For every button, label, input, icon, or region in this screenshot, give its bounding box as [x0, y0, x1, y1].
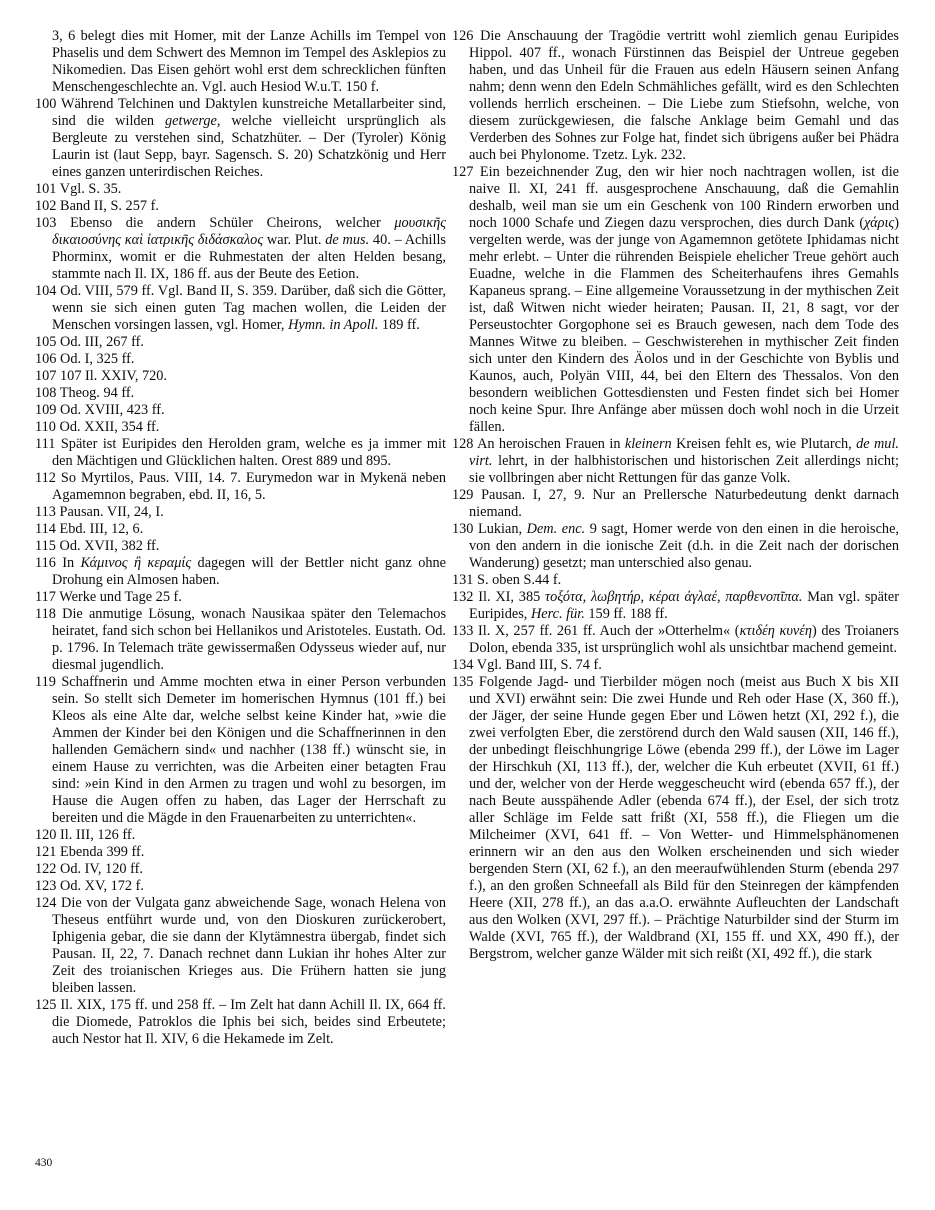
footnote-text: 3, 6 belegt dies mit Homer, mit der Lanze Achills im Tempel von Phaselis und dem Schwert des Memnon im Tempel des Asklepios zu Nikomedien. Das Eisen gehört wohl erst dem schrecklichen fünften Menschengeschlechte an. Vgl. auch Hesiod W.u.T. 150 f. [52, 28, 446, 95]
footnote-text: Man vgl. später Euripides, [469, 589, 899, 622]
footnote-112 [35, 470, 446, 504]
footnote-text: κτιδέη κυνέη [739, 623, 812, 639]
footnote-text: Il. XI, 385 [478, 589, 546, 605]
footnote-111 [35, 436, 446, 470]
footnote-text: Il. III, 126 ff. [60, 827, 136, 843]
footnote-text: Lukian, [478, 521, 527, 537]
footnote-text: dagegen will der Bettler nicht ganz ohne Drohung ein Almosen haben. [52, 555, 446, 588]
footnote-number: 129 [452, 487, 474, 503]
footnote-text: Ebenso die andern Schüler Cheirons, welcher [70, 215, 395, 231]
footnote-number: 119 [35, 674, 56, 690]
footnote-114 [35, 521, 446, 538]
footnote-number: 127 [452, 164, 474, 180]
footnote-text: Kreisen fehlt es, wie Plutarch, [671, 436, 857, 452]
footnote-text: Il. X, 257 ff. 261 ff. Auch der »Otterhelm« ( [478, 623, 740, 639]
footnote-117 [35, 589, 446, 606]
footnote-number: 121 [35, 844, 57, 860]
footnote-text: 189 ff. [378, 317, 420, 333]
footnote-text: Od. IV, 120 ff. [60, 861, 143, 877]
footnote-number: 125 [35, 997, 57, 1013]
footnote-number: 132 [452, 589, 474, 605]
footnote-116 [35, 555, 446, 589]
footnote-text: de mus. [325, 232, 370, 248]
footnote-124 [35, 895, 446, 997]
footnote-number: 102 [35, 198, 57, 214]
footnote-number: 111 [35, 436, 56, 452]
footnote-text: Während Telchinen und Daktylen kunstreiche Metallarbeiter sind, sind die wilden [52, 96, 446, 129]
footnote-120 [35, 827, 446, 844]
footnote-continuation [35, 28, 446, 96]
footnote-text: Die anmutige Lösung, wonach Nausikaa später den Telemachos heiratet, fand sich schon bei Hellanikos und Aristoteles. Eustath. Od. p. 1796. In Telemach träte gewissermaßen Odysseus wieder auf, nur diesmal jugendlich. [52, 606, 447, 673]
footnote-text: Schaffnerin und Amme mochten etwa in einer Person verbunden sein. So stellt sich Demeter im homerischen Hymnus (101 ff.) bei Kleos als eine Alte dar, welche selbst keine Kinder hat, »wie die Ammen der Kinder bei den Königen und die Schaffnerinnen in den hallenden Gemächern sind« und nachher (138 ff.) wünscht sie, in einem Hause zu verrichten, was die Arbeiten einer betagten Frau sind: »ein Kind in den Armen zu tragen und wohl zu besorgen, im Hause die Augen offen zu haben, das Lager der Herrschaft zu bereiten und die Mägde in den Frauenarbeiten zu unterrichten«. [52, 674, 446, 826]
page-number: 430 [35, 1157, 53, 1169]
footnote-text: Od. XVIII, 423 ff. [60, 402, 165, 418]
footnote-130 [452, 521, 899, 572]
footnote-text: Od. VIII, 579 ff. Vgl. Band II, S. 359. Darüber, daß sich die Götter, wenn sie sich einen guten Tag machen wollen, die Leiden der Menschen vorsingen lassen, vgl. Homer, [52, 283, 446, 333]
footnote-number: 108 [35, 385, 57, 401]
footnote-127 [452, 164, 899, 436]
footnote-number: 101 [35, 181, 57, 197]
footnote-101 [35, 181, 446, 198]
footnote-number: 124 [35, 895, 57, 911]
footnote-text: Od. XV, 172 f. [60, 878, 144, 894]
footnote-text: Herc. für. [530, 606, 585, 622]
footnote-text: Od. I, 325 ff. [60, 351, 135, 367]
footnote-number: 115 [35, 538, 56, 554]
footnote-110 [35, 419, 446, 436]
footnote-119 [35, 674, 446, 827]
footnote-123 [35, 878, 446, 895]
footnote-132 [452, 589, 899, 623]
footnote-text: Od. XXII, 354 ff. [59, 419, 160, 435]
footnote-text: χάρις [864, 215, 895, 231]
footnote-text: 107 Il. XXIV, 720. [60, 368, 167, 384]
footnote-number: 109 [35, 402, 57, 418]
footnote-105 [35, 334, 446, 351]
footnote-text: kleinern [624, 436, 672, 452]
footnote-text: Vgl. S. 35. [59, 181, 122, 197]
footnote-number: 133 [452, 623, 474, 639]
footnote-text: Pausan. VII, 24, I. [59, 504, 164, 520]
footnote-number: 122 [35, 861, 57, 877]
footnote-number: 117 [35, 589, 56, 605]
footnote-text: Folgende Jagd- und Tierbilder mögen noch (meist aus Buch X bis XII und XVI) erwähnt sein: Die zwei Hunde und Reh oder Hase (X, 360 ff.), der Jäger, der seine Hunde gegen Eber und Löwen hetzt (XI, 292 f.), die zwei verfolgten Eber, die zerstörend durch den Wald sausen (XII, 146 ff.), der unbedingt fleischhungrige Löwe (ebenda 299 ff.), der Löwe im Lager der Hirschkuh (XI, 113 ff.), der, welcher die Kuh erbeutet (XVII, 61 ff.) und der, welcher von der Herde weggescheucht wird (ebenda 657 ff.), der nach Beute ausspähende Adler (ebenda 674 ff.), der Esel, der sich trotz aller Schläge im Felde satt frißt (XI, 558 ff.), die Fliegen um die Milcheimer (XVI, 641 ff. – Von Wetter- und Himmelsphänomenen erinnern wir an den aus den Wolken erscheinenden und sich wieder bergenden Stern (XI, 62 f.), an den meeraufwühlenden Sturm (ebenda 297 f.), an den großen Schneefall als Bild für den Steinregen der kämpfenden Heere (XII, 278 ff.), an das a.a.O. erwähnte Aufleuchten der Landschaft aus den Wolken (XVI, 297 ff.). – Prächtige Naturbilder sind der Sturm im Walde (XVI, 765 ff.), der Waldbrand (XI, 155 ff. und XX, 490 ff.), der Bergstrom, welcher ganze Wälder mit sich reißt (XI, 492 ff.), die stark [469, 674, 899, 962]
footnote-text: Band II, S. 257 f. [60, 198, 159, 214]
footnote-number: 112 [35, 470, 56, 486]
footnotes-column-right [452, 28, 899, 963]
footnote-text: Die Anschauung der Tragödie vertritt wohl ziemlich genau Euripides Hippol. 407 ff., wonach Fürstinnen das Beispiel der Untreue gegeben haben, und das Unheil für die Frauen aus edeln Häusern seinen Anfang nahm; denn wenn den Edeln Schmähliches gefällt, wird es den Schlechten vollends herrlich erscheinen. – Die Liebe zum Stiefsohn, welche, von diesem zurückgewiesen, die falsche Anklage beim Gemahl und das Verderben des Sohnes zur Folge hat, findet sich übrigens außer bei Phädra auch bei Phylonome. Tzetz. Lyk. 232. [469, 28, 899, 163]
footnote-125 [35, 997, 446, 1048]
footnote-text: Werke und Tage 25 f. [59, 589, 182, 605]
footnote-number: 113 [35, 504, 56, 520]
footnote-number: 100 [35, 96, 57, 112]
footnote-text: Κάμινος ἢ κεραμίς [80, 555, 192, 571]
footnote-text: Il. XIX, 175 ff. und 258 ff. – Im Zelt hat dann Achill Il. IX, 664 ff. die Diomede, Patroklos die Iphis bei sich, beides sind Erbeutete; auch Nestor hat Il. XIV, 6 die Hekamede im Zelt. [52, 997, 447, 1047]
footnote-128 [452, 436, 899, 487]
footnote-text: τοξότα, λωβητήρ, κέραι ἀγλαέ, παρθενοπῖπα. [545, 589, 803, 605]
footnote-129 [452, 487, 899, 521]
footnote-text: Die von der Vulgata ganz abweichende Sage, wonach Helena von Theseus entführt wurde und, von den Dioskuren zurückerobert, Iphigenia gebar, die sie dann der Klytämnestra übergab, findet sich Pausan. II, 22, 7. Danach rechnet dann Lukian ihr hohes Alter zur Zeit des troianischen Krieges aus. Die Frühern hatten sie jung bleiben lassen. [52, 895, 447, 996]
footnote-103 [35, 215, 446, 283]
footnote-number: 104 [35, 283, 57, 299]
footnote-number: 105 [35, 334, 57, 350]
footnote-text: ) des Troianers Dolon, ebenda 335, ist ursprünglich wohl als unsichtbar machend gemeint. [469, 623, 899, 656]
footnote-text: S. oben S.44 f. [477, 572, 562, 588]
footnote-100 [35, 96, 446, 181]
footnote-number: 134 [452, 657, 474, 673]
footnote-number: 131 [452, 572, 474, 588]
footnote-text: de mul. virt. [469, 436, 899, 469]
footnote-104 [35, 283, 446, 334]
footnote-text: getwerge, [165, 113, 221, 129]
footnote-text: An heroischen Frauen in [477, 436, 625, 452]
footnote-109 [35, 402, 446, 419]
footnote-text: Ein bezeichnender Zug, den wir hier noch nachtragen wollen, ist die naive Il. XI, 241 ff. ausgesprochene Anschauung, daß die Gemahlin deshalb, weil man sie um ein Geschenk von 100 Rindern erworben und noch 1000 Schafe und Ziegen dazu versprochen, dies durch Dank ( [469, 164, 900, 231]
footnote-text: Vgl. Band III, S. 74 f. [476, 657, 602, 673]
footnote-text: Später ist Euripides den Herolden gram, welche es ja immer mit den Mächtigen und Glücklichen halten. Orest 889 und 895. [52, 436, 446, 469]
footnote-text: Dem. enc. [526, 521, 586, 537]
footnote-118 [35, 606, 446, 674]
footnotes-column-left [35, 28, 446, 1048]
footnote-135 [452, 674, 899, 963]
footnote-number: 130 [452, 521, 474, 537]
footnote-text: welche vielleicht ursprünglich als Bergleute zu verstehen sind, Schatzhüter. – Der (Tyroler) König Laurin ist (laut Sepp, bayr. Sagensch. S. 20) Schatzkönig und Herr eines ganzen unterirdischen Reiches. [52, 113, 446, 180]
footnote-text: In [62, 555, 81, 571]
footnote-text: war. Plut. [263, 232, 326, 248]
footnote-text: Od. III, 267 ff. [60, 334, 144, 350]
footnote-102 [35, 198, 446, 215]
footnote-number: 123 [35, 878, 57, 894]
footnote-number: 126 [452, 28, 474, 44]
footnote-number: 135 [452, 674, 474, 690]
footnote-106 [35, 351, 446, 368]
footnote-text: μουσικῆς δικαιοσύνης καὶ ἰατρικῆς διδάσκαλος [52, 215, 447, 248]
footnote-number: 110 [35, 419, 56, 435]
footnote-text: Hymn. in Apoll. [288, 317, 379, 333]
footnote-text: Theog. 94 ff. [59, 385, 135, 401]
footnote-text: Ebenda 399 ff. [60, 844, 145, 860]
footnote-number: 120 [35, 827, 57, 843]
footnote-number: 118 [35, 606, 56, 622]
footnote-115 [35, 538, 446, 555]
footnote-134 [452, 657, 899, 674]
footnote-122 [35, 861, 446, 878]
footnote-text: So Myrtilos, Paus. VIII, 14. 7. Eurymedon war in Mykenä neben Agamemnon begraben, ebd. II, 16, 5. [52, 470, 446, 503]
footnote-text: 9 sagt, Homer werde von den einen in die heroische, von den andern in die ionische Zeit (d.h. in die Zeit nach der dorischen Wanderung) gesetzt; man unterschied also genau. [469, 521, 899, 571]
footnote-number: 114 [35, 521, 56, 537]
footnote-108 [35, 385, 446, 402]
footnote-113 [35, 504, 446, 521]
footnote-text: 159 ff. 188 ff. [584, 606, 668, 622]
footnote-107 [35, 368, 446, 385]
footnote-text: lehrt, in der halbhistorischen und historischen Zeit allerdings nicht; sie vollbringen aber nicht Rettungen für das ganze Volk. [469, 453, 899, 486]
footnote-number: 128 [452, 436, 474, 452]
footnote-133 [452, 623, 899, 657]
footnote-131 [452, 572, 899, 589]
footnote-number: 103 [35, 215, 57, 231]
footnote-number: 116 [35, 555, 56, 571]
footnote-text: ) vergelten werde, was der junge von Agamemnon getötete Iphidamas nicht mehr erlebt. – Unter die rührenden Beispiele ehelicher Treue gehört auch Euadne, welche in die Flammen des Scheiterhaufens ihres Gemahls Kapaneus sprang. – Eine allgemeine Voraussetzung in der mythischen Zeit ist, daß Witwen nicht wieder heiraten; Pausan. II, 21, 8 sagt, vor der Perseustochter Gorgophone sei es Brauch gewesen, nach dem Tode des Mannes Witwe zu bleiben. – Geschwisterehen in mythischer Zeit finden sich unter den Kindern des Äolos und in der Geschichte von Byblis und Kaunos, auch, Polyän VIII, 44, bei den Eltern des Thessalos. Von den besondern weiblichen Gottesdiensten und Festen findet sich bei Homer noch keine Spur. Ihre Anfänge aber müssen doch wohl noch in die Urzeit fällen. [469, 215, 899, 435]
footnote-126 [452, 28, 899, 164]
footnote-text: Pausan. I, 27, 9. Nur an Prellersche Naturbedeutung denkt darnach niemand. [469, 487, 899, 520]
footnote-number: 107 [35, 368, 57, 384]
footnote-number: 106 [35, 351, 57, 367]
footnote-text: 40. – Achills Phorminx, womit er die Ruhmestaten der alten Helden besang, stammte nach Il. IX, 186 ff. aus der Beute des Eetion. [52, 232, 446, 282]
footnote-121 [35, 844, 446, 861]
footnote-text: Od. XVII, 382 ff. [59, 538, 160, 554]
footnote-text: Ebd. III, 12, 6. [59, 521, 144, 537]
